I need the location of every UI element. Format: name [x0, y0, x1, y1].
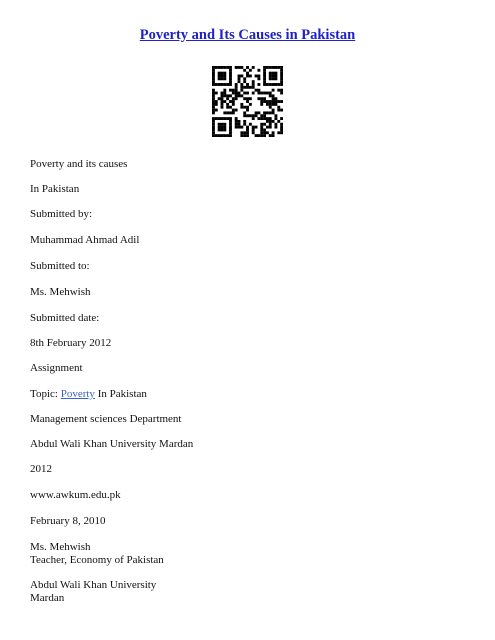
signatory-title: Teacher, Economy of Pakistan — [30, 554, 164, 566]
signatory-city: Mardan — [30, 592, 65, 604]
document-type: Assignment — [30, 362, 83, 374]
signatory-name: Ms. Mehwish — [30, 541, 91, 553]
topic-suffix: In Pakistan — [94, 388, 147, 400]
submitted-date-value: 8th February 2012 — [30, 337, 112, 349]
submitted-to-label: Submitted to: — [30, 260, 90, 272]
letter-date: February 8, 2010 — [30, 515, 106, 527]
title-link[interactable]: Poverty and Its Causes in Pakistan — [139, 27, 356, 43]
website-text: www.awkum.edu.pk — [30, 489, 121, 501]
topic-line — [30, 388, 147, 401]
university-name: Abdul Wali Khan University Mardan — [30, 438, 194, 450]
submitted-date-label: Submitted date: — [30, 312, 100, 324]
signatory-university: Abdul Wali Khan University — [30, 579, 157, 591]
recipient-name: Ms. Mehwish — [30, 286, 91, 298]
doc-line-region: In Pakistan — [30, 183, 80, 195]
author-name: Muhammad Ahmad Adil — [30, 234, 140, 246]
page-title — [0, 26, 495, 44]
topic-prefix: Topic: — [30, 388, 61, 400]
doc-line-subject: Poverty and its causes — [30, 158, 128, 170]
poverty-link[interactable]: Poverty — [60, 388, 95, 400]
year-text: 2012 — [30, 463, 52, 475]
qr-code-icon — [212, 66, 283, 137]
submitted-by-label: Submitted by: — [30, 208, 93, 220]
department-name: Management sciences Department — [30, 413, 182, 425]
